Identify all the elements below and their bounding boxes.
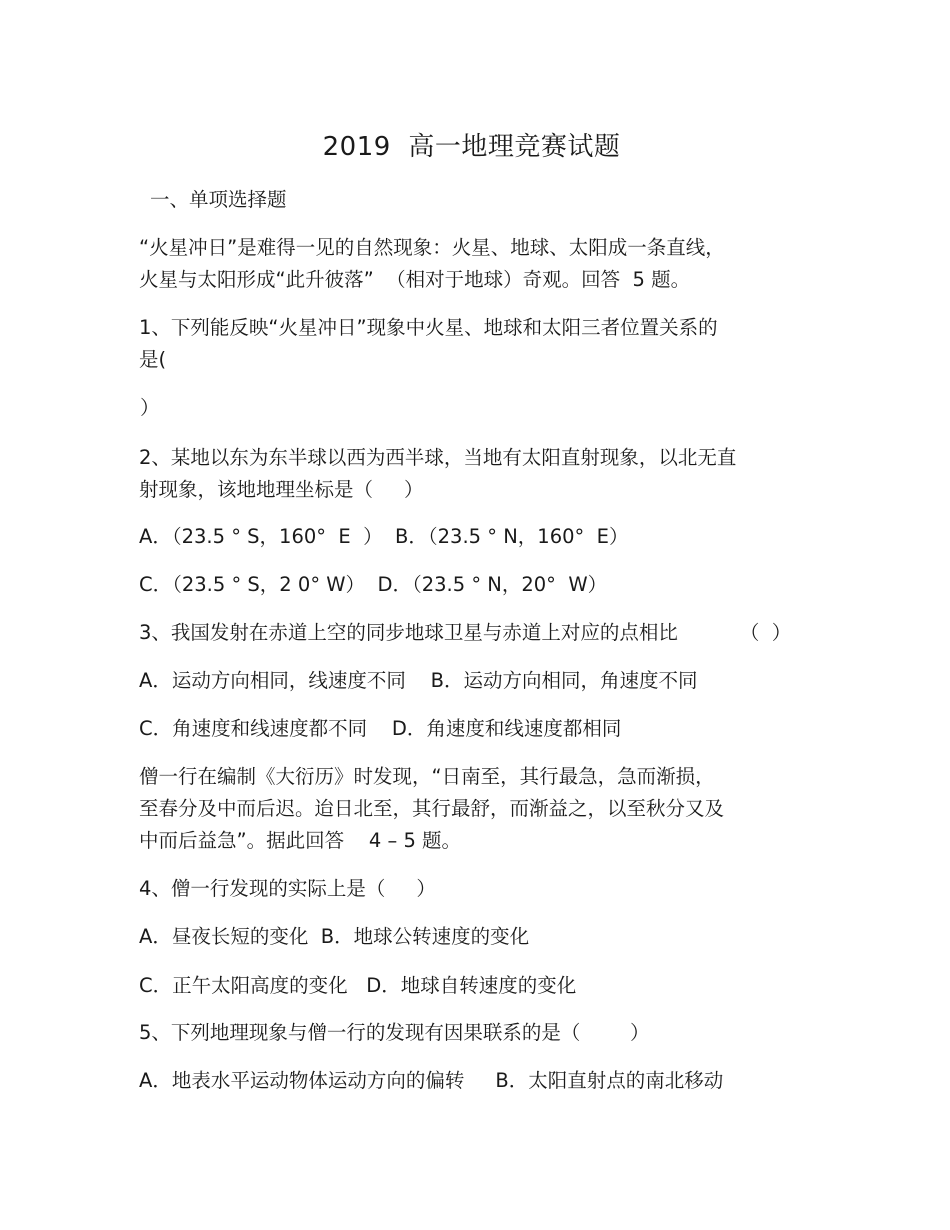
intro-2-line-2: 至春分及中而后迟。迨日北至，其行最舒，而渐益之，以至秋分又及 xyxy=(139,797,725,820)
intro-2-line-1: 僧一行在编制《大衍历》时发现，“日南至，其行最急，急而渐损， xyxy=(139,765,715,788)
question-2-line-2: 射现象，该地地理坐标是（ ） xyxy=(139,478,424,501)
question-2-options-1: A．（23.5 ° S，160° E ） B．（23.5 ° N，160° E） xyxy=(139,525,629,548)
intro-1-line-2: 火星与太阳形成“此升彼落” （相对于地球）奇观。回答 5 题。 xyxy=(139,268,691,291)
intro-1-line-1: “火星冲日”是难得一见的自然现象：火星、地球、太阳成一条直线， xyxy=(139,236,725,259)
question-1-line-2: 是( xyxy=(139,348,167,371)
question-5-options-1: A．地表水平运动物体运动方向的偏转 B．太阳直射点的南北移动 xyxy=(139,1069,724,1092)
question-2-line-1: 2、某地以东为东半球以西为西半球，当地有太阳直射现象，以北无直 xyxy=(139,446,737,469)
question-4: 4、僧一行发现的实际上是（ ） xyxy=(139,877,436,900)
page-title: 2019 高一地理竞赛试题 xyxy=(322,132,621,162)
question-3-options-2: C．角速度和线速度都不同 D．角速度和线速度都相同 xyxy=(139,717,622,740)
question-4-options-2: C．正午太阳高度的变化 D．地球自转速度的变化 xyxy=(139,974,577,997)
question-1-line-3: ） xyxy=(140,396,160,419)
question-4-options-1: A．昼夜长短的变化 B．地球公转速度的变化 xyxy=(139,925,530,948)
question-2-options-2: C．（23.5 ° S，2 0° W） D．（23.5 ° N，20° W） xyxy=(139,573,608,596)
section-heading: 一、单项选择题 xyxy=(150,188,287,211)
question-3: 3、我国发射在赤道上空的同步地球卫星与赤道上对应的点相比 （ ） xyxy=(139,621,792,644)
question-1-line-1: 1、下列能反映“火星冲日”现象中火星、地球和太阳三者位置关系的 xyxy=(139,316,718,339)
intro-2-line-3: 中而后益急”。据此回答 4 – 5 题。 xyxy=(139,829,462,852)
question-3-options-1: A．运动方向相同，线速度不同 B．运动方向相同，角速度不同 xyxy=(139,669,698,692)
question-5: 5、下列地理现象与僧一行的发现有因果联系的是（ ） xyxy=(139,1021,650,1044)
